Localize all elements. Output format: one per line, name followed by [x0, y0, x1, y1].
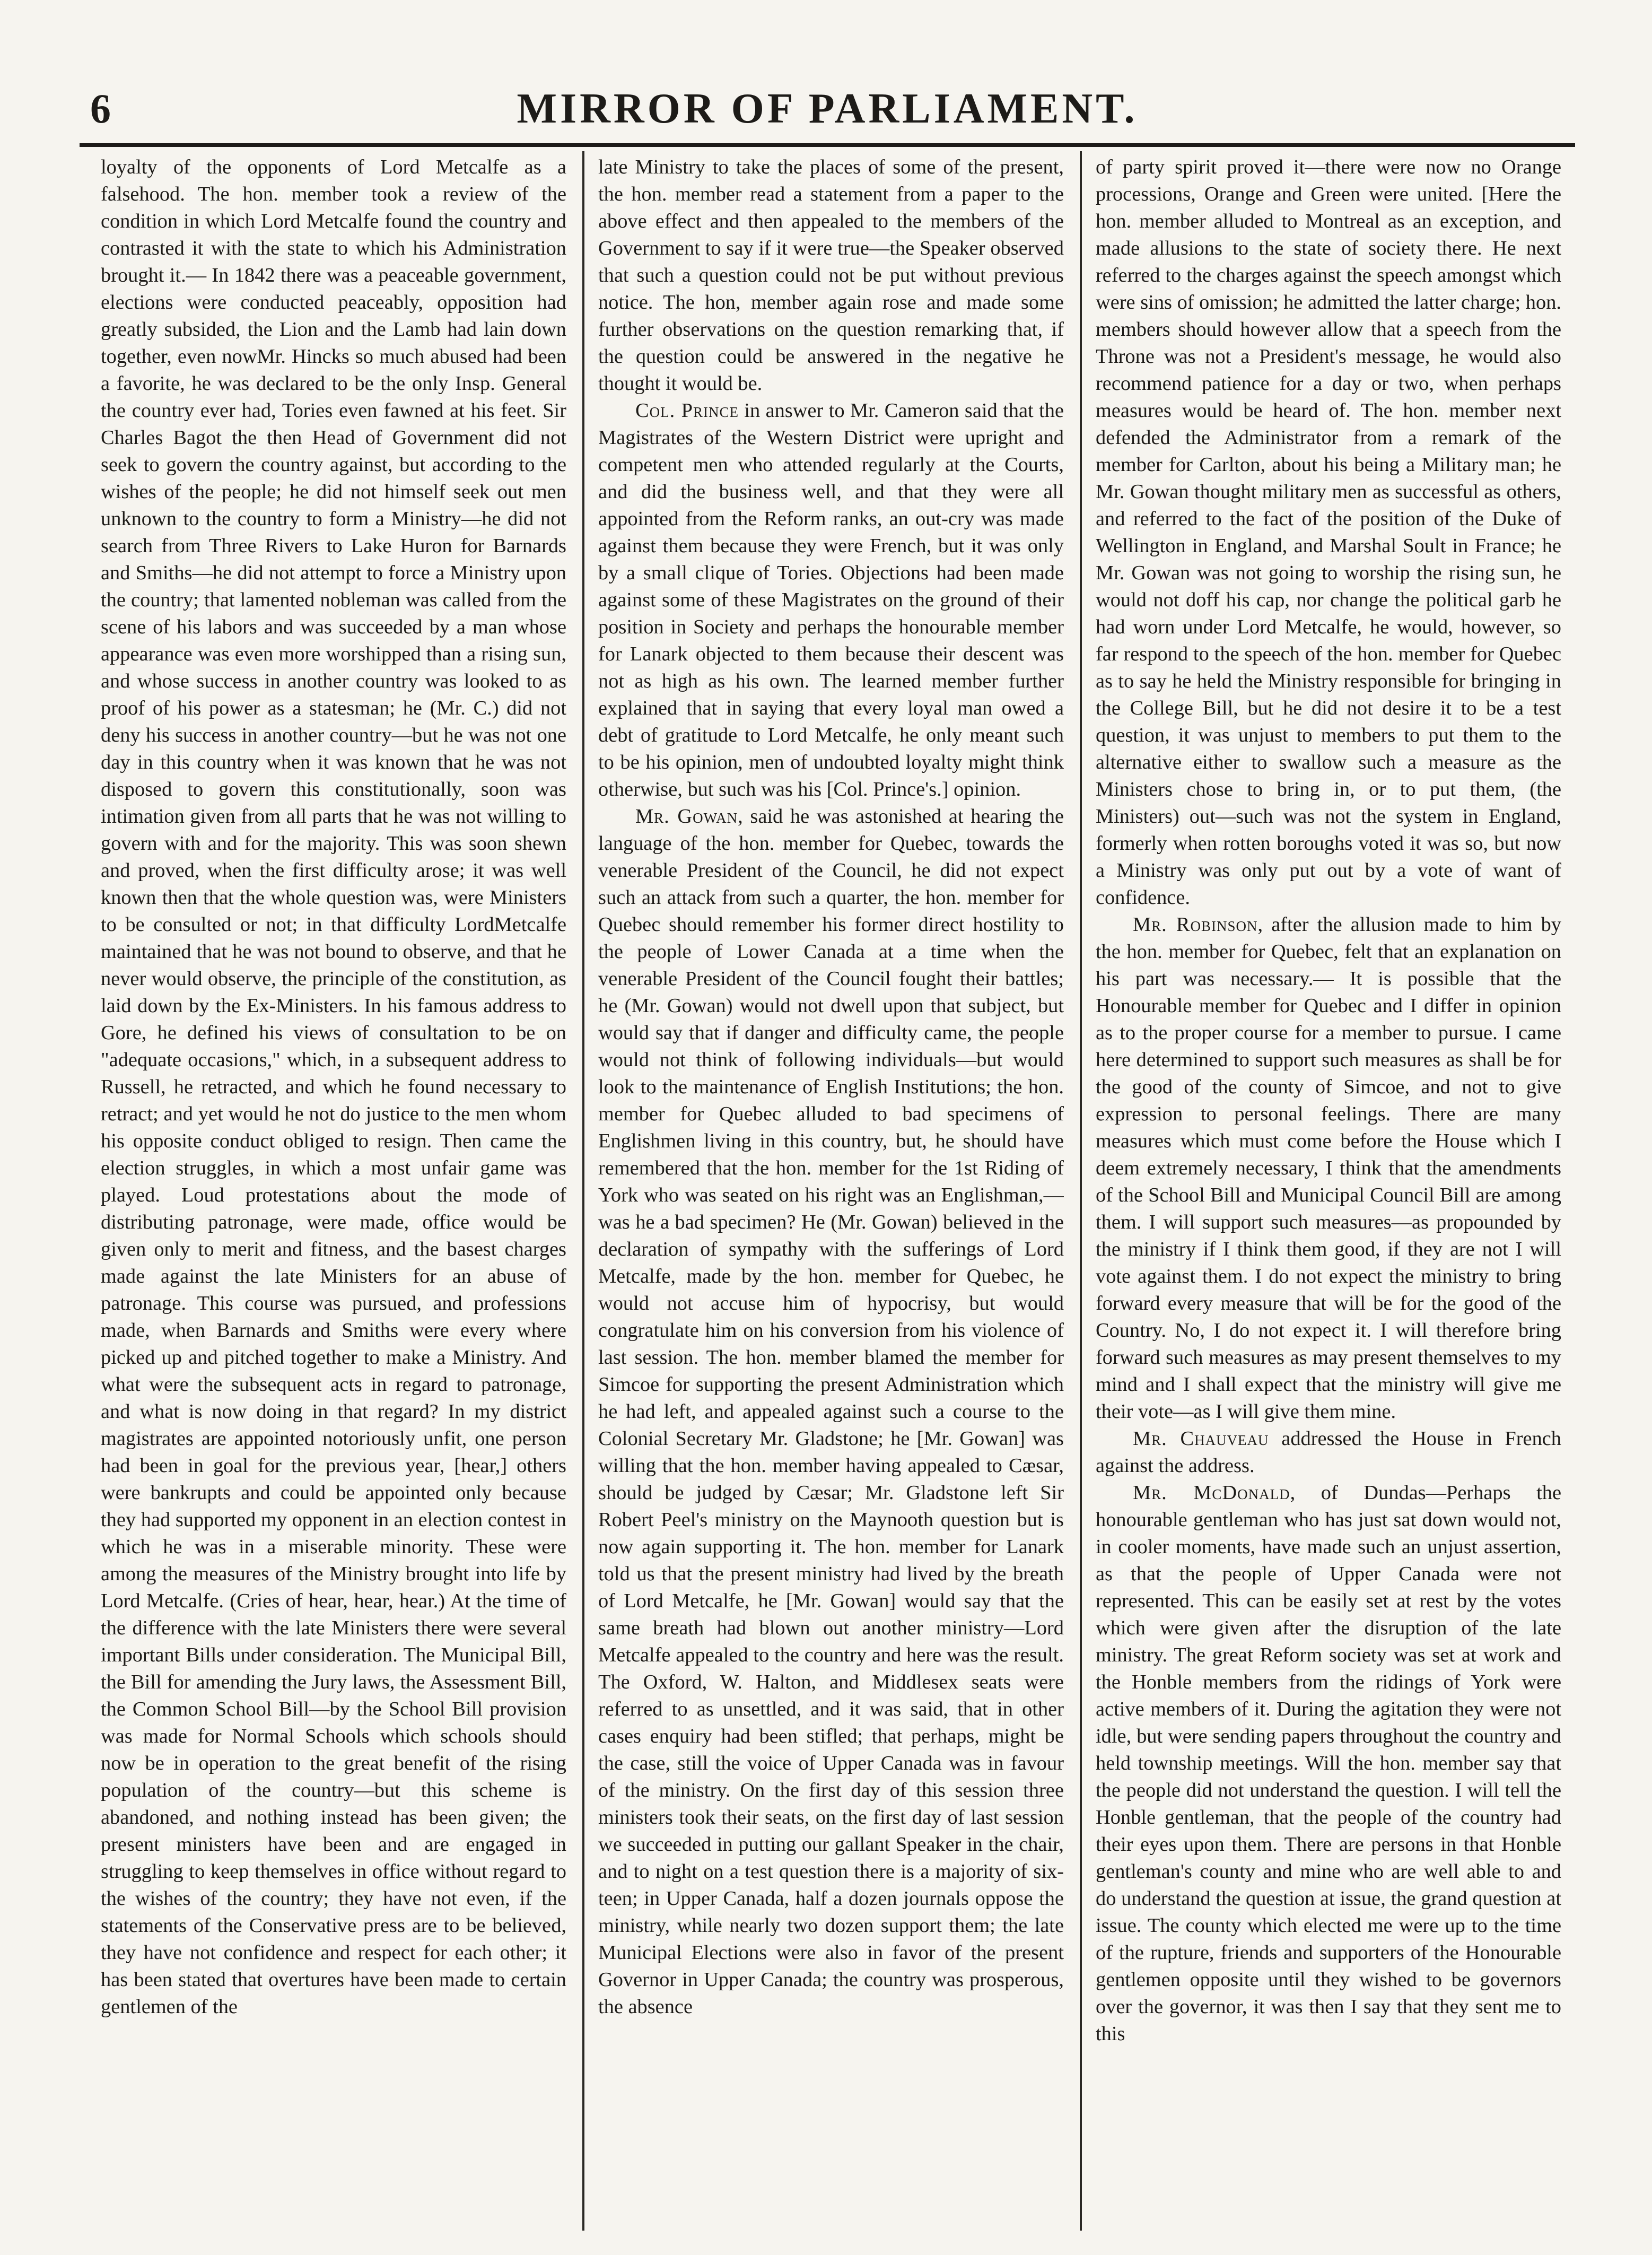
- speaker-name: Mr. McDonald: [1133, 1482, 1290, 1504]
- paragraph-text: of party spirit proved it—there were now no Orange processions, Orange and Green were united. [Here the hon. member alluded to Montreal as an exception, and made allusions to the state of society there. He next referred to the charges against the speech amongst which were sins of omission; he admitted the latter charge; hon. members should however allow that a speech from the Throne was not a President's message, he would also recommend patience for a day or two, when perhaps measures would be heard of. The hon. member next defended the Administrator from a remark of the member for Carlton, about his being a Military man; he Mr. Gowan thought military men as successful as others, and referred to the fact of the position of the Duke of Wellington in England, and Marshal Soult in France; he Mr. Gowan was not going to worship the rising sun, he would not doff his cap, nor change the political garb he had worn under Lord Metcalfe, he would, however, so far respond to the speech of the hon. member for Quebec as to say he held the Ministry responsible for bringing in the College Bill, but he did not desire it to be a test question, it was unjust to members to put them to the alternative either to swallow such a measure as the Ministers chose to bring in, or to put them, (the Ministers) out—such was not the system in England, formerly when rotten boroughs voted it was so, but now a Ministry was only put out by a vote of want of confidence.: [1096, 156, 1561, 909]
- paragraph: [1096, 1425, 1561, 1479]
- speaker-name: Mr. Gowan: [635, 805, 738, 828]
- running-title: MIRROR OF PARLIAMENT.: [517, 85, 1138, 132]
- header-rule: [80, 143, 1575, 147]
- page-header: [74, 80, 1580, 138]
- paragraph: [598, 154, 1064, 397]
- paragraph: [101, 154, 566, 2021]
- paragraph-text: , of Dundas—Perhaps the honourable gentleman who has just sat down would not, in cooler moments, have made such an unjust assertion, as that the people of Upper Canada were not represented. This can be easily set at rest by the votes which were given after the disruption of the late ministry. The great Reform society was set at work and the Honble members from the ridings of York were active members of it. During the agitation they were not idle, but were sending papers throughout the country and held township meetings. Will the hon. member say that the people did not understand the question. I will tell the Honble gentleman, that the people of the country had their eyes upon them. There are persons in that Honble gentleman's county and mine who are well able to and do understand the question at issue, the grand question at issue. The county which elected me were up to the time of the rupture, friends and supporters of the Honourable gentlemen opposite until they wished to be governors over the governor, it was then I say that they sent me to this: [1096, 1482, 1561, 2045]
- text-column-2: [598, 154, 1064, 2223]
- paragraph-text: loyalty of the opponents of Lord Metcalfe as a falsehood. The hon. member took a review of the condition in which Lord Metcalfe found the country and contrasted it with the state to which his Administration brought it.— In 1842 there was a peaceable government, elections were conducted peaceably, opposition had greatly subsided, the Lion and the Lamb had lain down together, even nowMr. Hincks so much abused had been a favorite, he was declared to be the only Insp. General the country ever had, Tories even fawned at his feet. Sir Charles Bagot the then Head of Government did not seek to govern the country against, but according to the wishes of the people; he did not himself seek out men unknown to the country to form a Ministry—he did not search from Three Rivers to Lake Huron for Barnards and Smiths—he did not attempt to force a Ministry upon the country; that lamented nobleman was called from the scene of his labors and was succeeded by a man whose appearance was even more worshipped than a rising sun, and whose success in another country was looked to as proof of his power as a statesman; he (Mr. C.) did not deny his success in another country—but he was not one day in this country when it was known that he was not disposed to govern this constitutionally, soon was intimation given from all parts that he was not willing to govern with and for the majority. This was soon shewn and proved, when the first difficulty arose; it was well known then that the whole question was, were Ministers to be consulted or not; in that difficulty LordMetcalfe maintained that he was not bound to observe, and that he never would observe, the principle of the constitution, as laid down by the Ex-Ministers. In his famous address to Gore, he defined his views of consultation to be on "adequate occasions," which, in a subsequent address to Russell, he retracted, and which he found necessary to retract; and yet would he not do justice to the men whom his opposite conduct obliged to resign. Then came the election struggles, in which a most unfair game was played. Loud protestations about the mode of distributing patronage, were made, office would be given only to merit and fitness, and the basest charges made against the late Ministers for an abuse of patronage. This course was pursued, and professions made, when Barnards and Smiths were every where picked up and pitched together to make a Ministry. And what were the subsequent acts in regard to patronage, and what is now doing in that regard? In my district magistrates are appointed notoriously unfit, one person had been in goal for the previous year, [hear,] others were bankrupts and could be appointed only because they had supported my opponent in an election contest in which he was in a miserable minority. These were among the measures of the Ministry brought into life by Lord Metcalfe. (Cries of hear, hear, hear.) At the time of the difference with the late Ministers there were several important Bills under consideration. The Municipal Bill, the Bill for amending the Jury laws, the Assessment Bill, the Common School Bill—by the School Bill provision was made for Normal Schools which schools should now be in operation to the great benefit of the rising population of the country—but this scheme is abandoned, and nothing instead has been given; the present ministers have been and are engaged in struggling to keep themselves in office without regard to the wishes of the country; they have not even, if the statements of the Conservative press are to be believed, they have not confidence and respect for each other; it has been stated that overtures have been made to certain gentlemen of the: [101, 156, 566, 2018]
- column-divider: [582, 151, 584, 2231]
- speaker-name: Col. Prince: [635, 399, 739, 422]
- paragraph: [598, 397, 1064, 803]
- text-column-1: [101, 154, 566, 2223]
- page-number: 6: [90, 85, 111, 132]
- paragraph-text: in answer to Mr. Cameron said that the Magistrates of the Western District were upright and competent men who attended regularly at the Courts, and did the business well, and that they were all appointed from the Reform ranks, an out-cry was made against them because they were French, but it was only by a small clique of Tories. Objections had been made against some of these Magistrates on the ground of their position in Society and perhaps the honourable member for Lanark objected to them because their descent was not as high as his own. The learned member further explained that in saying that every loyal man owed a debt of gratitude to Lord Metcalfe, he only meant such to be his opinion, men of undoubted loyalty might think otherwise, but such was his [Col. Prince's.] opinion.: [598, 399, 1064, 800]
- paragraph-text: addressed the House in French against the address.: [1096, 1427, 1561, 1477]
- paragraph: [1096, 154, 1561, 911]
- speaker-name: Mr. Chauveau: [1133, 1427, 1269, 1450]
- speaker-name: Mr. Robinson: [1133, 913, 1258, 936]
- paragraph-text: late Ministry to take the places of some of the present, the hon. member read a statement from a paper to the above effect and then appealed to the members of the Government to say if it were true—the Speaker observed that such a question could not be put without previous notice. The hon, member again rose and made some further observations on the question remarking that, if the question could be answered in the negative he thought it would be.: [598, 156, 1064, 395]
- paragraph-text: , said he was astonished at hearing the language of the hon. member for Quebec, towards the venerable President of the Council, he did not expect such an attack from such a quarter, the hon. member for Quebec should remember his former direct hostility to the people of Lower Canada at a time when the venerable President of the Council fought their battles; he (Mr. Gowan) would not dwell upon that subject, but would say that if danger and difficulty came, the people would not think of following individuals—but would look to the maintenance of English Institutions; the hon. member for Quebec alluded to bad specimens of Englishmen living in this country, but, he should have remembered that the hon. member for the 1st Riding of York who was seated on his right was an Englishman,—was he a bad specimen? He (Mr. Gowan) believed in the declaration of sympathy with the sufferings of Lord Metcalfe, made by the hon. member for Quebec, he would not accuse him of hypocrisy, but would congratulate him on his conversion from his violence of last session. The hon. member blamed the member for Simcoe for supporting the present Administration which he had left, and appealed against such a course to the Colonial Secretary Mr. Gladstone; he [Mr. Gowan] was willing that the hon. member having appealed to Cæsar, should be judged by Cæsar; Mr. Gladstone left Sir Robert Peel's ministry on the Maynooth question but is now again supporting it. The hon. member for Lanark told us that the present ministry had lived by the breath of Lord Metcalfe, he [Mr. Gowan] would say that the same breath had blown out another ministry—Lord Metcalfe appealed to the country and here was the result. The Oxford, W. Halton, and Middlesex seats were referred to as unsettled, and it was said, that in other cases enquiry had been stifled; that perhaps, might be the case, still the voice of Upper Canada was in favour of the ministry. On the first day of this session three ministers took their seats, on the first day of last session we succeeded in putting our gallant Speaker in the chair, and to night on a test question there is a majority of six-teen; in Upper Canada, half a dozen journals oppose the ministry, while nearly two dozen support them; the late Municipal Elections were also in favor of the present Governor in Upper Canada; the country was prosperous, the absence: [598, 805, 1064, 2018]
- text-column-3: [1096, 154, 1561, 2223]
- paragraph-text: , after the allusion made to him by the hon. member for Quebec, felt that an explanation on his part was necessary.— It is possible that the Honourable member for Quebec and I differ in opinion as to the proper course for a member to pursue. I came here determined to support such measures as shall be for the good of the county of Simcoe, and not to give expression to personal feelings. There are many measures which must come before the House which I deem extremely necessary, I think that the amendments of the School Bill and Municipal Council Bill are among them. I will support such measures—as propounded by the ministry if I think them good, if they are not I will vote against them. I do not expect the ministry to bring forward every measure that will be for the good of the Country. No, I do not expect it. I will therefore bring forward such measures as may present themselves to my mind and I shall expect that the ministry will give me their vote—as I will give them mine.: [1096, 913, 1561, 1423]
- paragraph: [598, 803, 1064, 2021]
- paragraph: [1096, 1479, 1561, 2048]
- paragraph: [1096, 911, 1561, 1425]
- column-divider: [1080, 151, 1082, 2231]
